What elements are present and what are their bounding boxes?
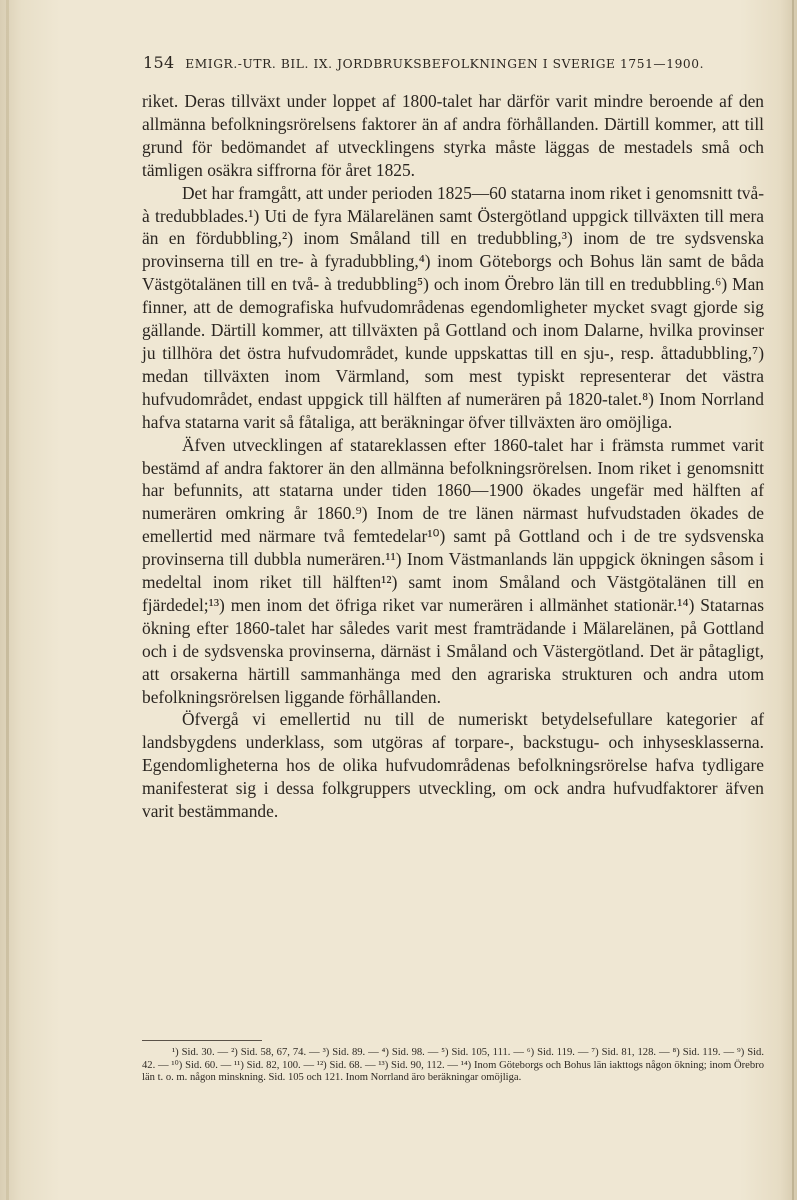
page-edge	[792, 0, 794, 1200]
footnote-text: ¹) Sid. 30. — ²) Sid. 58, 67, 74. — ³) Sid. 89. — ⁴) Sid. 98. — ⁵) Sid. 105, 111. — ⁶) Sid. 119. — ⁷) Sid. 81, 128. — ⁸) Sid. 119. — ⁹) Sid. 42. — ¹⁰) Sid. 60. — ¹¹) Sid. 82, 100. — ¹²) Sid. 68. — ¹³) Sid. 90, 112. — ¹⁴) Inom Göteborgs och Bohus län iakttogs någon ökning; inom Örebro län t. o. m. någon minskning. Sid. 105 och 121. Inom Norrland äro beräkningar omöjliga.	[142, 1047, 764, 1084]
paragraph-4: Öfvergå vi emellertid nu till de numeriskt betydelsefullare kategorier af landsbygdens underklass, som utgöras af torpare-, backstugu- och inhysesklasserna. Egendomligheterna hos de olika hufvudområdenas befolkningsrörelse hafva tydligare manifesterat sig i dessa folkgruppers utveckling, om ock andra hufvudfaktorer äfven varit bestämmande.	[142, 709, 764, 822]
running-title: EMIGR.-UTR. BIL. IX. JORDBRUKSBEFOLKNINGEN I SVERIGE 1751—1900.	[185, 57, 705, 71]
running-header	[143, 53, 763, 72]
paragraph-3: Äfven utvecklingen af statareklassen efter 1860-talet har i främsta rummet varit bestämd af andra faktorer än den allmänna befolkningsrörelsen. Inom riket i genomsnitt har befunnits, att statarna under tiden 1860—1900 ökades ungefär med hälften af numerären omkring år 1860.⁹) Inom de tre länen närmast hufvudstaden ökades de emellertid med närmare två femtedelar¹⁰) samt på Gottland och i de tre sydsvenska provinserna till dubbla numerären.¹¹) Inom Västmanlands län uppgick ökningen såsom i medeltal inom riket till hälften¹²) samt inom Småland och Västgötalänen till en fjärdedel;¹³) men inom det öfriga riket var numerären i allmänhet stationär.¹⁴) Statarnas ökning efter 1860-talet har således varit mest framträdande i Mälarelänen, på Gottland och i de sydsvenska provinserna, därnäst i Småland och Västergötland. Det är påtagligt, att orsakerna härtill sammanhänga med den agrariska strukturen och andra utom befolkningsrörelsen liggande förhållanden.	[142, 434, 764, 707]
paragraph-2: Det har framgått, att under perioden 1825—60 statarna inom riket i genomsnitt två- à tredubblades.¹) Uti de fyra Mälarelänen samt Östergötland uppgick tillväxten till mera än en fördubbling,²) inom Småland till en tredubbling,³) inom de tre sydsvenska provinserna till en tre- à fyradubbling,⁴) inom Göteborgs och Bohus län samt de båda Västgötalänen till en två- à tredubbling⁵) och inom Örebro län till en tredubbling.⁶) Man finner, att de demografiska hufvudområdenas egendomligheter mycket svagt gjorde sig gällande. Därtill kommer, att tillväxten på Gottland och inom Dalarne, hvilka provinser ju tillhöra det östra hufvudområdet, kunde uppskattas till en sju-, resp. åttadubbling,⁷) medan tillväxten inom Värmland, som mest typiskt representerar det västra hufvudområdet, endast uppgick till hälften af numerären på 1820-talet.⁸) Inom Norrland hafva statarna varit så fåtaliga, att beräkningar öfver tillväxten äro omöjliga.	[142, 182, 764, 432]
binding-gutter	[6, 0, 9, 1200]
paragraph-1: riket. Deras tillväxt under loppet af 1800-talet har därför varit mindre beroende af den allmänna befolkningsrörelsens faktorer än af andra förhållanden. Därtill kommer, att till grund för bedömandet af utvecklingens styrka måste läggas de mestadels små och tämligen osäkra siffrorna för året 1825.	[142, 91, 764, 180]
footnotes	[142, 1047, 764, 1085]
footnote-rule	[142, 1040, 262, 1041]
page-number: 154	[143, 53, 175, 72]
body-text	[142, 90, 764, 823]
